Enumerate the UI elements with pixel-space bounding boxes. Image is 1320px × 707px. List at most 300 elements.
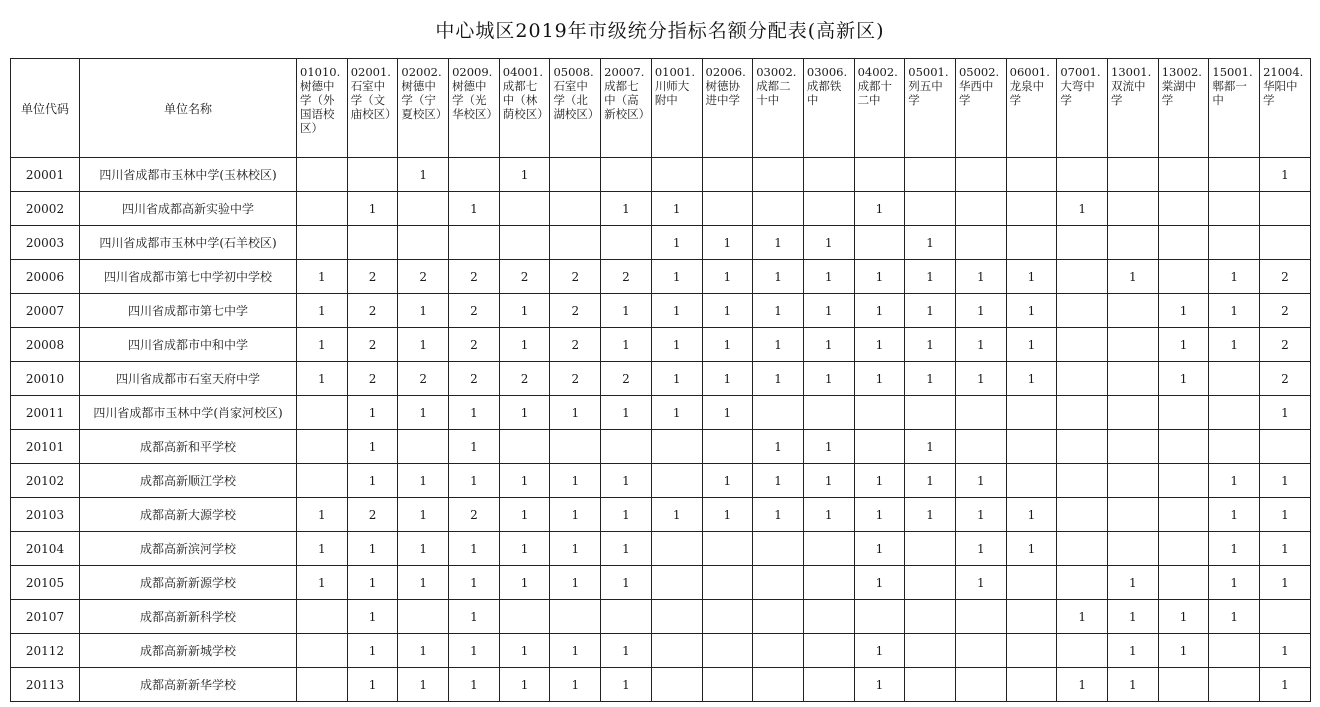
quota-cell — [651, 668, 702, 702]
quota-cell: 2 — [347, 362, 398, 396]
quota-cell: 1 — [1108, 600, 1159, 634]
unit-code-cell: 20002 — [11, 192, 80, 226]
unit-code-cell: 20104 — [11, 532, 80, 566]
quota-cell — [1158, 430, 1209, 464]
quota-cell: 1 — [1209, 600, 1260, 634]
quota-cell: 1 — [905, 260, 956, 294]
quota-cell — [854, 600, 905, 634]
quota-cell: 2 — [550, 294, 601, 328]
table-row — [11, 396, 1311, 430]
quota-cell: 1 — [803, 464, 854, 498]
quota-cell — [1158, 566, 1209, 600]
page-title: 中心城区2019年市级统分指标名额分配表(高新区) — [435, 20, 885, 42]
quota-cell: 2 — [550, 328, 601, 362]
quota-cell — [955, 158, 1006, 192]
quota-cell — [1108, 328, 1159, 362]
quota-cell: 1 — [347, 634, 398, 668]
quota-cell — [347, 226, 398, 260]
quota-cell: 1 — [449, 668, 500, 702]
quota-cell: 1 — [601, 634, 652, 668]
quota-cell: 2 — [398, 362, 449, 396]
quota-cell: 1 — [1260, 158, 1311, 192]
quota-cell: 1 — [398, 498, 449, 532]
quota-cell: 1 — [854, 192, 905, 226]
quota-cell — [297, 464, 348, 498]
quota-cell: 1 — [297, 362, 348, 396]
quota-cell: 1 — [753, 430, 804, 464]
quota-cell: 1 — [702, 396, 753, 430]
column-header-school: 01010.树德中学（外国语校区） — [297, 59, 348, 158]
quota-cell — [1209, 668, 1260, 702]
quota-cell: 1 — [702, 498, 753, 532]
quota-cell: 1 — [905, 430, 956, 464]
column-header-school: 05002.华西中学 — [955, 59, 1006, 158]
quota-cell: 1 — [297, 294, 348, 328]
quota-cell: 1 — [702, 226, 753, 260]
quota-cell: 1 — [1260, 532, 1311, 566]
quota-cell — [1209, 192, 1260, 226]
quota-cell — [1158, 532, 1209, 566]
quota-cell — [702, 668, 753, 702]
quota-cell — [1158, 396, 1209, 430]
quota-cell: 2 — [1260, 328, 1311, 362]
quota-cell — [398, 226, 449, 260]
quota-cell — [1108, 226, 1159, 260]
quota-cell — [1108, 464, 1159, 498]
quota-cell — [398, 192, 449, 226]
quota-cell: 1 — [803, 260, 854, 294]
table-row — [11, 634, 1311, 668]
quota-cell: 1 — [601, 668, 652, 702]
unit-name-cell: 四川省成都市第七中学初中学校 — [80, 260, 297, 294]
quota-cell — [1158, 668, 1209, 702]
quota-cell: 1 — [1057, 192, 1108, 226]
quota-cell — [1108, 532, 1159, 566]
quota-cell: 1 — [499, 294, 550, 328]
quota-cell: 2 — [449, 328, 500, 362]
quota-cell — [1260, 226, 1311, 260]
quota-cell: 1 — [398, 328, 449, 362]
quota-cell — [1006, 158, 1057, 192]
quota-cell: 1 — [651, 226, 702, 260]
quota-cell — [1057, 294, 1108, 328]
quota-cell — [955, 634, 1006, 668]
quota-cell — [601, 600, 652, 634]
quota-cell: 1 — [854, 294, 905, 328]
quota-cell: 1 — [651, 328, 702, 362]
quota-cell: 1 — [601, 566, 652, 600]
quota-cell: 1 — [753, 464, 804, 498]
quota-cell — [955, 600, 1006, 634]
quota-cell — [1057, 464, 1108, 498]
quota-cell: 1 — [550, 396, 601, 430]
quota-cell: 1 — [347, 566, 398, 600]
quota-cell: 1 — [1260, 396, 1311, 430]
quota-cell — [1158, 464, 1209, 498]
quota-cell: 1 — [702, 294, 753, 328]
table-row — [11, 600, 1311, 634]
quota-cell: 1 — [601, 532, 652, 566]
quota-cell: 2 — [347, 260, 398, 294]
quota-cell: 1 — [499, 158, 550, 192]
quota-cell: 1 — [297, 566, 348, 600]
quota-cell: 1 — [803, 294, 854, 328]
quota-cell: 1 — [753, 294, 804, 328]
column-header-school: 02001.石室中学（文庙校区） — [347, 59, 398, 158]
quota-cell: 2 — [347, 328, 398, 362]
quota-cell: 2 — [449, 498, 500, 532]
quota-cell: 1 — [1108, 260, 1159, 294]
quota-cell: 1 — [297, 532, 348, 566]
quota-cell — [1158, 158, 1209, 192]
quota-cell — [1158, 192, 1209, 226]
quota-cell: 2 — [601, 362, 652, 396]
quota-cell — [1108, 362, 1159, 396]
unit-code-cell: 20007 — [11, 294, 80, 328]
column-header-school: 02009.树德中学（光华校区） — [449, 59, 500, 158]
quota-cell: 2 — [1260, 362, 1311, 396]
quota-cell — [1108, 158, 1159, 192]
column-header-school: 05001.列五中学 — [905, 59, 956, 158]
quota-cell — [753, 668, 804, 702]
quota-cell: 1 — [651, 362, 702, 396]
quota-cell: 1 — [449, 396, 500, 430]
quota-cell — [1209, 158, 1260, 192]
quota-cell: 1 — [297, 260, 348, 294]
unit-name-cell: 成都高新新科学校 — [80, 600, 297, 634]
quota-cell — [499, 226, 550, 260]
quota-cell — [1108, 430, 1159, 464]
quota-cell: 1 — [1209, 464, 1260, 498]
quota-cell — [1209, 362, 1260, 396]
quota-cell — [651, 566, 702, 600]
column-header-school: 06001.龙泉中学 — [1006, 59, 1057, 158]
quota-cell — [702, 600, 753, 634]
quota-cell — [1006, 226, 1057, 260]
quota-cell: 1 — [297, 498, 348, 532]
quota-cell — [854, 430, 905, 464]
quota-cell: 1 — [854, 498, 905, 532]
quota-cell — [803, 668, 854, 702]
quota-cell — [1006, 566, 1057, 600]
quota-cell: 1 — [854, 260, 905, 294]
quota-cell: 1 — [347, 192, 398, 226]
quota-cell: 1 — [1108, 668, 1159, 702]
quota-cell — [1057, 634, 1108, 668]
quota-cell — [1260, 600, 1311, 634]
unit-name-cell: 成都高新顺江学校 — [80, 464, 297, 498]
quota-cell — [398, 600, 449, 634]
quota-cell: 1 — [550, 532, 601, 566]
quota-cell — [1006, 464, 1057, 498]
quota-cell: 1 — [449, 464, 500, 498]
quota-cell — [651, 464, 702, 498]
table-row — [11, 668, 1311, 702]
quota-cell — [297, 634, 348, 668]
quota-cell: 1 — [499, 396, 550, 430]
quota-cell — [550, 158, 601, 192]
quota-cell: 1 — [550, 498, 601, 532]
unit-name-cell: 四川省成都高新实验中学 — [80, 192, 297, 226]
quota-cell — [702, 634, 753, 668]
unit-name-cell: 成都高新新城学校 — [80, 634, 297, 668]
quota-cell: 1 — [1158, 294, 1209, 328]
quota-cell — [905, 396, 956, 430]
quota-cell: 1 — [1158, 362, 1209, 396]
quota-cell — [651, 532, 702, 566]
header-row — [11, 59, 1311, 158]
quota-cell: 1 — [1108, 634, 1159, 668]
quota-cell: 1 — [854, 362, 905, 396]
quota-cell: 1 — [398, 294, 449, 328]
quota-cell — [1057, 362, 1108, 396]
quota-cell: 1 — [550, 566, 601, 600]
quota-cell: 1 — [803, 328, 854, 362]
quota-cell — [550, 600, 601, 634]
quota-cell — [702, 566, 753, 600]
quota-cell: 1 — [449, 566, 500, 600]
quota-cell — [651, 634, 702, 668]
quota-cell: 1 — [499, 498, 550, 532]
quota-cell: 1 — [398, 634, 449, 668]
quota-cell — [1260, 430, 1311, 464]
table-row — [11, 158, 1311, 192]
quota-cell — [753, 192, 804, 226]
table-row — [11, 498, 1311, 532]
quota-cell: 1 — [955, 532, 1006, 566]
quota-cell: 1 — [601, 396, 652, 430]
quota-cell: 1 — [1158, 634, 1209, 668]
quota-cell: 2 — [499, 260, 550, 294]
table-row — [11, 566, 1311, 600]
table-row — [11, 430, 1311, 464]
quota-cell — [1057, 158, 1108, 192]
column-header-name: 单位名称 — [80, 59, 297, 158]
quota-cell: 1 — [753, 260, 804, 294]
quota-cell: 2 — [449, 260, 500, 294]
quota-cell — [854, 396, 905, 430]
column-header-school: 05008.石室中学（北湖校区） — [550, 59, 601, 158]
quota-cell: 1 — [1158, 600, 1209, 634]
quota-cell — [651, 600, 702, 634]
quota-cell: 1 — [651, 396, 702, 430]
table-row — [11, 532, 1311, 566]
unit-code-cell: 20113 — [11, 668, 80, 702]
quota-cell: 1 — [854, 634, 905, 668]
quota-cell — [601, 430, 652, 464]
quota-cell — [297, 600, 348, 634]
quota-cell: 1 — [753, 362, 804, 396]
quota-cell — [550, 192, 601, 226]
quota-cell — [1209, 226, 1260, 260]
unit-code-cell: 20003 — [11, 226, 80, 260]
column-header-school: 04001.成都七中（林荫校区） — [499, 59, 550, 158]
quota-cell: 1 — [347, 532, 398, 566]
quota-cell: 1 — [651, 294, 702, 328]
quota-cell: 1 — [803, 498, 854, 532]
column-header-school: 20007.成都七中（高新校区） — [601, 59, 652, 158]
quota-cell — [955, 192, 1006, 226]
quota-cell — [702, 192, 753, 226]
quota-cell — [1057, 328, 1108, 362]
unit-code-cell: 20006 — [11, 260, 80, 294]
quota-cell — [955, 668, 1006, 702]
quota-cell: 1 — [1209, 260, 1260, 294]
quota-cell — [297, 430, 348, 464]
quota-cell: 2 — [449, 294, 500, 328]
quota-cell — [1006, 192, 1057, 226]
quota-cell: 1 — [1260, 668, 1311, 702]
unit-code-cell: 20105 — [11, 566, 80, 600]
quota-cell — [449, 226, 500, 260]
quota-cell — [753, 158, 804, 192]
quota-cell — [1209, 430, 1260, 464]
quota-cell — [905, 532, 956, 566]
quota-cell — [905, 192, 956, 226]
quota-cell — [702, 532, 753, 566]
quota-cell: 2 — [1260, 260, 1311, 294]
quota-cell — [297, 396, 348, 430]
quota-cell — [499, 430, 550, 464]
quota-cell: 1 — [1260, 464, 1311, 498]
quota-cell: 1 — [550, 464, 601, 498]
quota-cell — [1209, 396, 1260, 430]
quota-cell: 1 — [854, 566, 905, 600]
quota-cell: 1 — [955, 294, 1006, 328]
quota-cell: 1 — [1006, 498, 1057, 532]
quota-cell — [550, 430, 601, 464]
quota-cell: 1 — [347, 668, 398, 702]
quota-cell — [955, 226, 1006, 260]
quota-cell: 2 — [550, 260, 601, 294]
quota-cell: 1 — [702, 328, 753, 362]
quota-cell — [297, 158, 348, 192]
quota-cell: 2 — [550, 362, 601, 396]
quota-cell: 1 — [1209, 532, 1260, 566]
quota-cell: 1 — [499, 532, 550, 566]
column-header-school: 02002.树德中学（宁夏校区） — [398, 59, 449, 158]
quota-cell — [753, 566, 804, 600]
quota-cell: 1 — [1057, 600, 1108, 634]
quota-cell: 1 — [803, 430, 854, 464]
unit-code-cell: 20112 — [11, 634, 80, 668]
quota-cell — [803, 192, 854, 226]
quota-cell — [1209, 634, 1260, 668]
unit-code-cell: 20008 — [11, 328, 80, 362]
quota-cell: 1 — [449, 600, 500, 634]
quota-cell — [803, 634, 854, 668]
quota-cell — [398, 430, 449, 464]
quota-cell: 1 — [449, 634, 500, 668]
quota-cell: 1 — [601, 464, 652, 498]
unit-code-cell: 20101 — [11, 430, 80, 464]
quota-cell — [753, 532, 804, 566]
quota-cell — [1108, 498, 1159, 532]
quota-cell — [1006, 634, 1057, 668]
quota-cell — [854, 158, 905, 192]
quota-cell: 2 — [499, 362, 550, 396]
quota-cell — [753, 634, 804, 668]
quota-cell — [803, 566, 854, 600]
table-row — [11, 362, 1311, 396]
quota-cell — [347, 158, 398, 192]
quota-cell — [601, 226, 652, 260]
quota-cell: 1 — [905, 464, 956, 498]
column-header-school: 15001.郫都一中 — [1209, 59, 1260, 158]
quota-cell: 1 — [803, 362, 854, 396]
quota-cell — [297, 226, 348, 260]
quota-cell: 1 — [905, 362, 956, 396]
quota-cell: 1 — [398, 464, 449, 498]
column-header-school: 13002.棠湖中学 — [1158, 59, 1209, 158]
allocation-table — [10, 58, 1311, 702]
quota-cell: 1 — [702, 260, 753, 294]
quota-cell — [1057, 566, 1108, 600]
quota-cell: 1 — [1108, 566, 1159, 600]
table-row — [11, 464, 1311, 498]
quota-cell: 2 — [1260, 294, 1311, 328]
quota-cell — [1108, 294, 1159, 328]
quota-cell: 1 — [1209, 498, 1260, 532]
quota-cell: 1 — [601, 192, 652, 226]
quota-cell — [1260, 192, 1311, 226]
unit-code-cell: 20102 — [11, 464, 80, 498]
quota-cell: 1 — [1006, 362, 1057, 396]
quota-cell — [297, 192, 348, 226]
quota-cell: 1 — [702, 362, 753, 396]
quota-cell — [1057, 396, 1108, 430]
quota-cell: 1 — [854, 532, 905, 566]
quota-cell — [1057, 260, 1108, 294]
quota-cell — [753, 396, 804, 430]
quota-cell — [550, 226, 601, 260]
unit-name-cell: 四川省成都市玉林中学(玉林校区) — [80, 158, 297, 192]
quota-cell: 1 — [854, 464, 905, 498]
table-body — [11, 158, 1311, 702]
unit-name-cell: 成都高新新华学校 — [80, 668, 297, 702]
quota-cell: 1 — [398, 566, 449, 600]
quota-cell: 1 — [955, 362, 1006, 396]
unit-name-cell: 四川省成都市石室天府中学 — [80, 362, 297, 396]
quota-cell — [803, 396, 854, 430]
quota-cell: 1 — [955, 498, 1006, 532]
column-header-code: 单位代码 — [11, 59, 80, 158]
quota-cell — [601, 158, 652, 192]
quota-cell: 1 — [601, 498, 652, 532]
quota-cell: 1 — [955, 328, 1006, 362]
quota-cell: 2 — [347, 294, 398, 328]
quota-cell: 1 — [499, 464, 550, 498]
unit-name-cell: 四川省成都市第七中学 — [80, 294, 297, 328]
unit-name-cell: 成都高新大源学校 — [80, 498, 297, 532]
column-header-school: 21004.华阳中学 — [1260, 59, 1311, 158]
column-header-school: 13001.双流中学 — [1108, 59, 1159, 158]
quota-cell — [651, 430, 702, 464]
quota-cell — [499, 600, 550, 634]
quota-cell — [1006, 668, 1057, 702]
quota-cell: 2 — [601, 260, 652, 294]
quota-cell: 1 — [449, 430, 500, 464]
quota-cell: 1 — [1260, 566, 1311, 600]
quota-cell: 1 — [651, 260, 702, 294]
quota-cell: 1 — [651, 498, 702, 532]
unit-name-cell: 成都高新和平学校 — [80, 430, 297, 464]
unit-code-cell: 20103 — [11, 498, 80, 532]
quota-cell: 1 — [297, 328, 348, 362]
quota-cell: 1 — [1158, 328, 1209, 362]
quota-cell — [702, 430, 753, 464]
quota-cell — [1057, 498, 1108, 532]
